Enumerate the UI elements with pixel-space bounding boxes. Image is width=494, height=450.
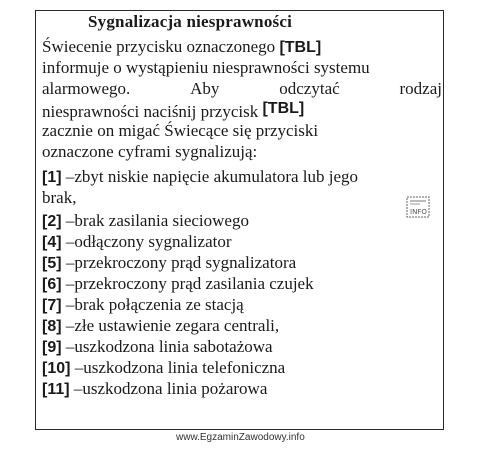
list-item <box>42 337 273 357</box>
item-text: brak, <box>42 188 77 207</box>
intro-word-1: alarmowego. <box>42 79 131 98</box>
intro-word-3: odczytać <box>279 79 340 98</box>
list-item <box>42 211 249 231</box>
list-item <box>42 316 279 336</box>
list-item <box>42 253 296 273</box>
item-number: [1] <box>42 169 62 186</box>
item-text: –brak połączenia ze stacją <box>65 295 244 314</box>
item-number: [7] <box>42 297 62 314</box>
item-number: [9] <box>42 339 62 356</box>
item-number: [6] <box>42 276 62 293</box>
item-text: –uszkodzona linia pożarowa <box>73 379 268 398</box>
list-item <box>42 358 285 378</box>
intro-line-6: oznaczone cyframi sygnalizują: <box>42 142 258 161</box>
intro-line-4 <box>42 100 304 122</box>
item-text: –przekroczony prąd sygnalizatora <box>65 253 297 272</box>
item-number: [10] <box>42 360 71 377</box>
item-number: [4] <box>42 234 62 251</box>
intro-line-5: zacznie on migać Świecące się przyciski <box>42 121 319 140</box>
info-icon[interactable] <box>406 196 430 218</box>
item-number: [8] <box>42 318 62 335</box>
intro-line-2: informuje o wystąpieniu niesprawności systemu <box>42 58 370 77</box>
intro-line-3 <box>42 79 442 99</box>
svg-text:INFO: INFO <box>410 208 427 216</box>
intro-word-2: Aby <box>190 79 220 98</box>
list-item <box>42 379 267 399</box>
item-text: –zbyt niskie napięcie akumulatora lub jego <box>65 167 359 186</box>
list-item <box>42 232 232 252</box>
intro-word-4: rodzaj <box>399 79 442 98</box>
item-text: –przekroczony prąd zasilania czujek <box>65 274 314 293</box>
tbl-label-2: [TBL] <box>262 100 305 117</box>
list-item <box>42 167 358 187</box>
item-number: [2] <box>42 213 62 230</box>
item-number: [11] <box>42 381 70 398</box>
footer-url[interactable]: www.EgzaminZawodowy.info <box>176 432 305 443</box>
item-number: [5] <box>42 255 62 272</box>
item-text: –uszkodzona linia telefoniczna <box>74 358 286 377</box>
item-text: –uszkodzona linia sabotażowa <box>65 337 273 356</box>
item-text: –brak zasilania sieciowego <box>65 211 249 230</box>
item-text: –złe ustawienie zegara centrali, <box>65 316 280 335</box>
list-item <box>42 295 244 315</box>
list-item <box>42 188 76 208</box>
intro-text-1: Świecenie przycisku oznaczonego <box>42 37 276 56</box>
tbl-label-1: [TBL] <box>279 39 322 56</box>
document-title: Sygnalizacja niesprawności <box>88 12 293 31</box>
item-text: –odłączony sygnalizator <box>65 232 232 251</box>
intro-text-4: niesprawności naciśnij przycisk <box>42 102 259 121</box>
list-item <box>42 274 314 294</box>
intro-line-1 <box>42 37 321 57</box>
